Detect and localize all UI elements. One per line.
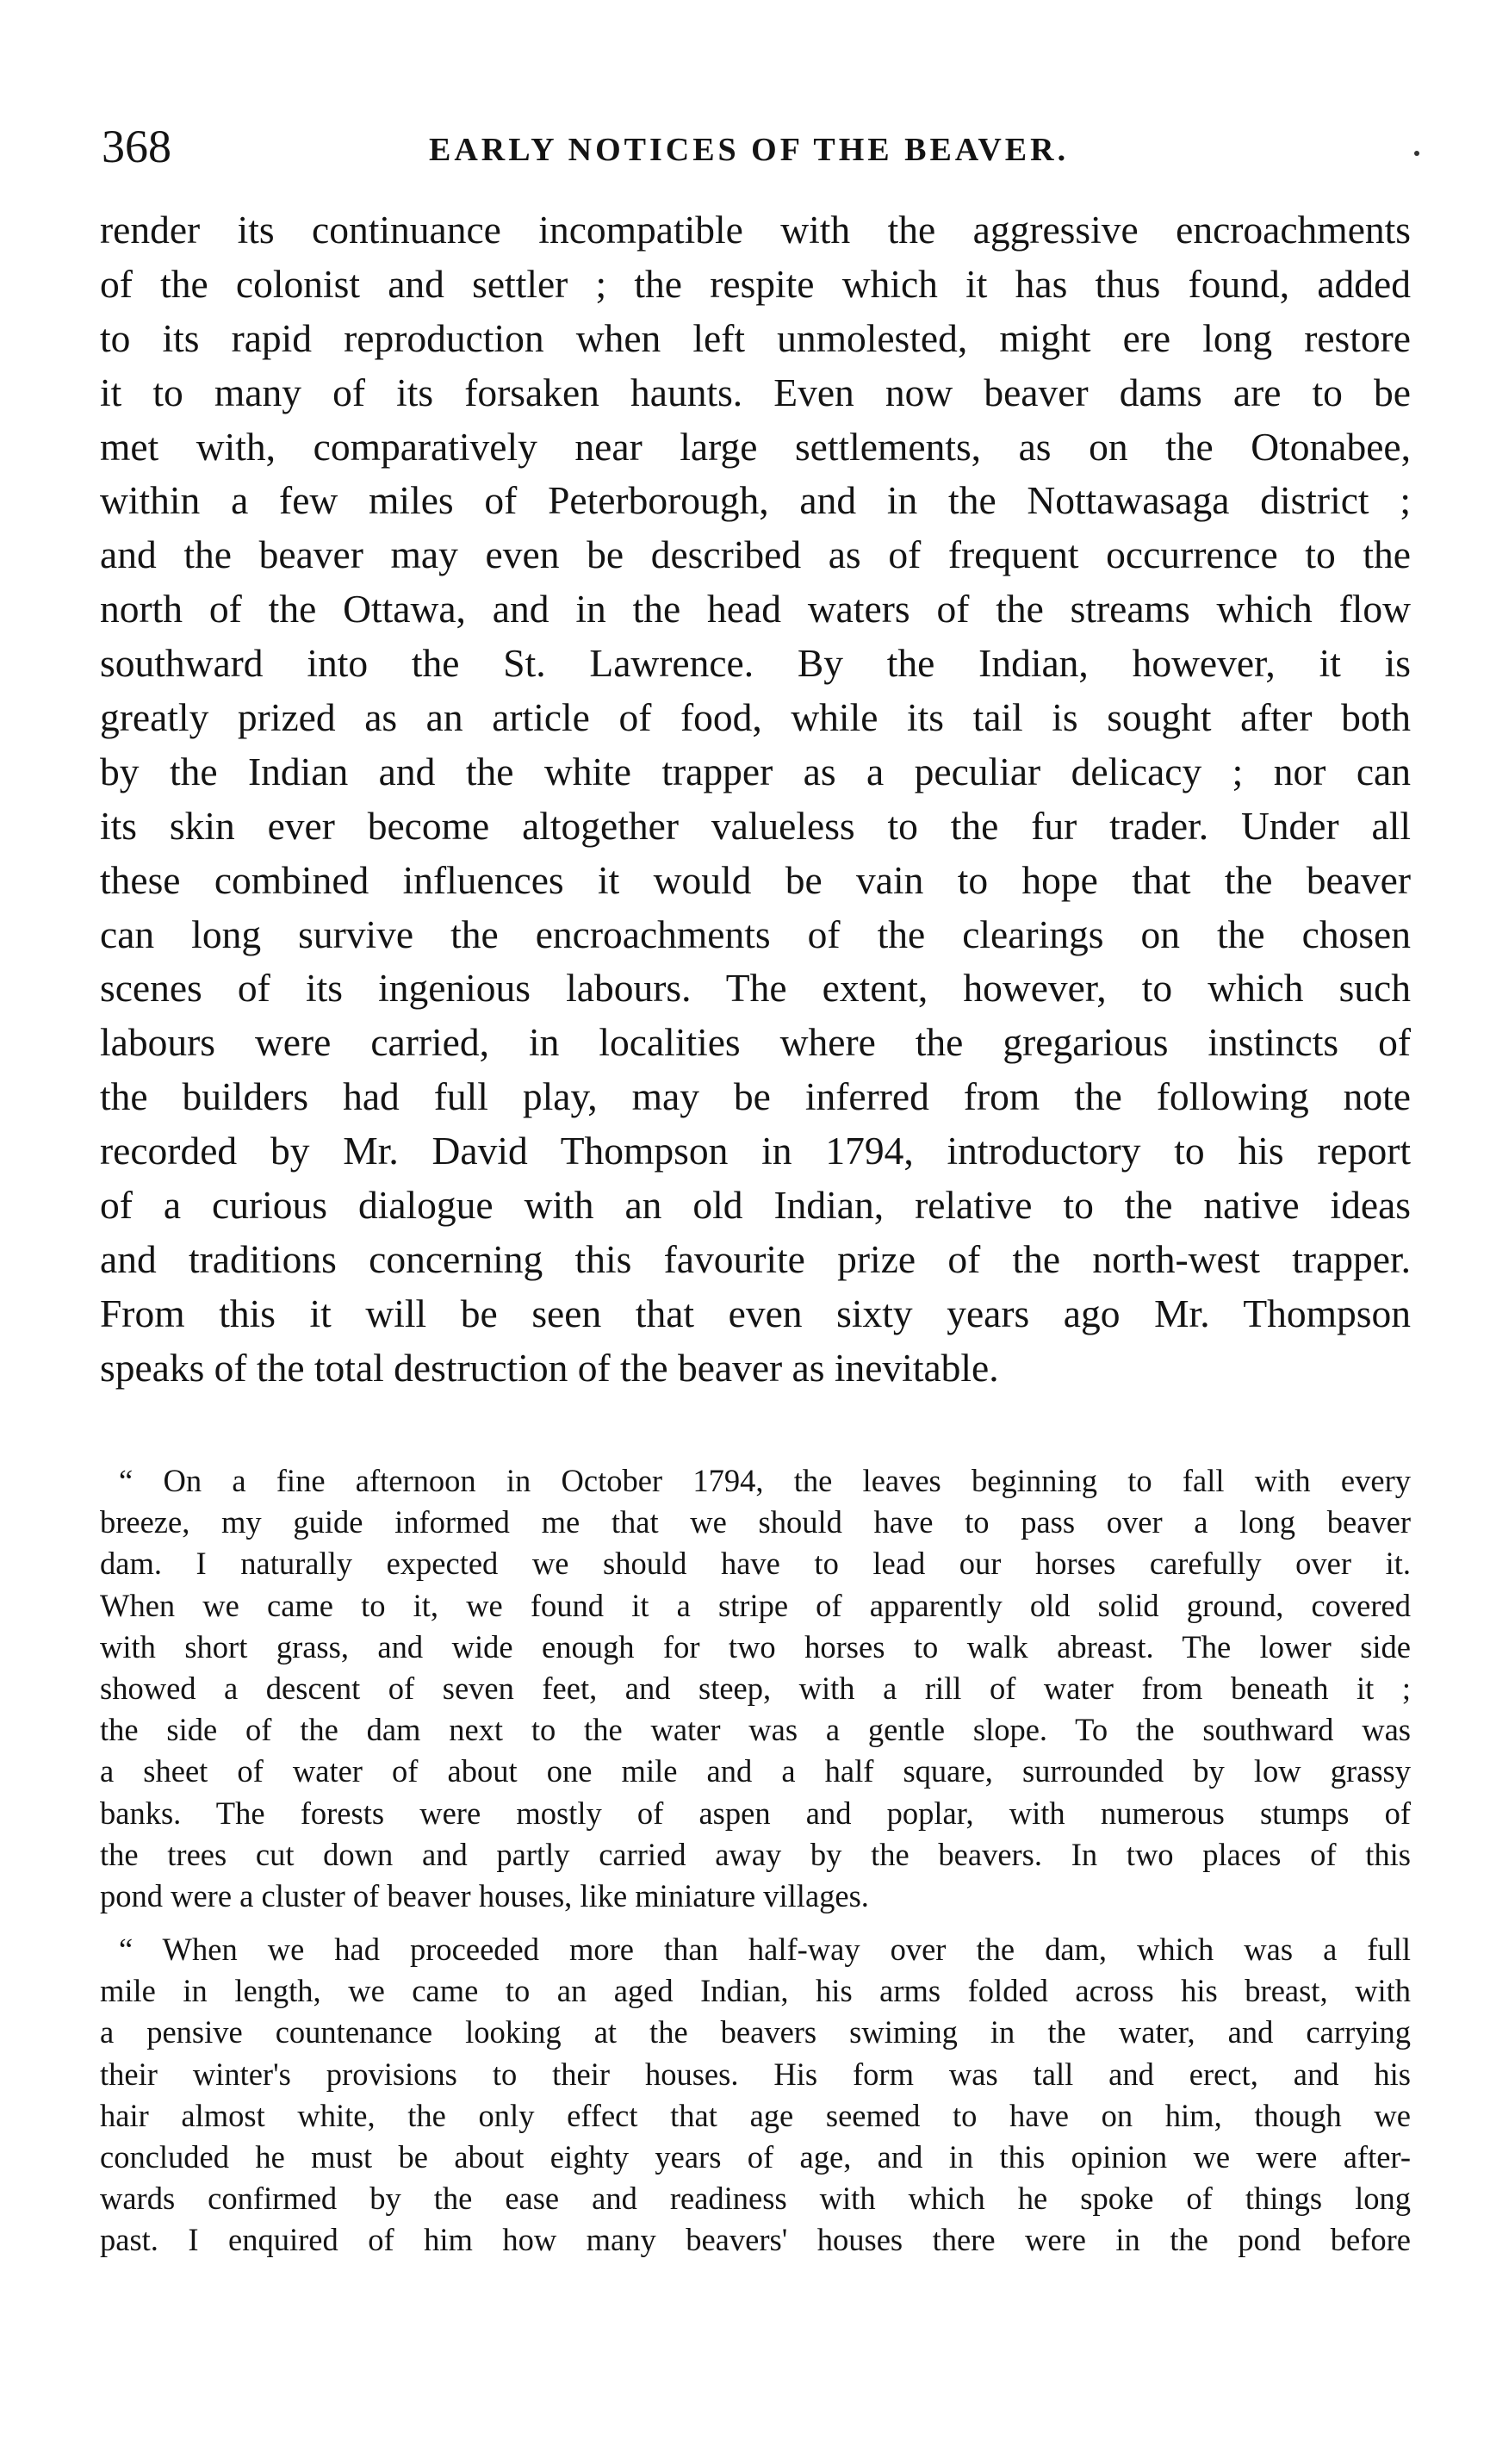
running-head bbox=[102, 119, 1411, 179]
body-line: recorded by Mr. David Thompson in 1794, introductory to his report bbox=[100, 1129, 1411, 1173]
body-line: greatly prized as an article of food, while its tail is sought after both bbox=[100, 695, 1411, 740]
running-title: EARLY NOTICES OF THE BEAVER. bbox=[429, 132, 1070, 168]
page-number: 368 bbox=[102, 121, 171, 172]
body-line: these combined influences it would be vain to hope that the beaver bbox=[100, 857, 1411, 902]
quote-line: with short grass, and wide enough for two horses to walk abreast. The lower side bbox=[100, 1628, 1411, 1664]
body-line: and traditions concerning this favourite prize of the north-west trapper. bbox=[100, 1236, 1411, 1281]
quote-line: a pensive countenance looking at the beavers swiming in the water, and carrying bbox=[100, 2014, 1411, 2050]
quote-line: a sheet of water of about one mile and a half square, surrounded by low grassy bbox=[100, 1753, 1411, 1789]
quote-line: “ On a fine afternoon in October 1794, the leaves beginning to fall with every bbox=[119, 1463, 1411, 1498]
quote-line: breeze, my guide informed me that we should have to pass over a long beaver bbox=[100, 1504, 1411, 1540]
body-line: scenes of its ingenious labours. The extent, however, to which such bbox=[100, 966, 1411, 1011]
quoted-extract bbox=[100, 1460, 1411, 2262]
quote-line: showed a descent of seven feet, and steep, with a rill of water from beneath it ; bbox=[100, 1670, 1411, 1706]
quote-line: mile in length, we came to an aged Indian, his arms folded across his breast, with bbox=[100, 1973, 1411, 2009]
quote-line: concluded he must be about eighty years of age, and in this opinion we were after- bbox=[100, 2139, 1411, 2175]
body-paragraph bbox=[100, 203, 1411, 1396]
quote-line: their winter's provisions to their houses. His form was tall and erect, and his bbox=[100, 2056, 1411, 2092]
body-line: met with, comparatively near large settlements, as on the Otonabee, bbox=[100, 424, 1411, 469]
body-line: can long survive the encroachments of the clearings on the chosen bbox=[100, 912, 1411, 956]
quote-paragraph-2 bbox=[100, 1929, 1411, 2262]
quote-line: the side of the dam next to the water was a gentle slope. To the southward was bbox=[100, 1712, 1411, 1748]
body-line: to its rapid reproduction when left unmolested, might ere long restore bbox=[100, 315, 1411, 360]
quote-line: the trees cut down and partly carried away by the beavers. In two places of this bbox=[100, 1836, 1411, 1872]
quote-line: wards confirmed by the ease and readiness with which he spoke of things long bbox=[100, 2181, 1411, 2217]
body-line: its skin ever become altogether valueless to the fur trader. Under all bbox=[100, 803, 1411, 848]
printer-mark bbox=[1414, 151, 1419, 156]
body-line: within a few miles of Peterborough, and in the Nottawasaga district ; bbox=[100, 478, 1411, 523]
body-line: From this it will be seen that even sixty years ago Mr. Thompson bbox=[100, 1291, 1411, 1335]
body-line: by the Indian and the white trapper as a peculiar delicacy ; nor can bbox=[100, 749, 1411, 793]
quote-line: When we came to it, we found it a stripe of apparently old solid ground, covered bbox=[100, 1587, 1411, 1623]
body-line: southward into the St. Lawrence. By the Indian, however, it is bbox=[100, 641, 1411, 686]
body-line: labours were carried, in localities where the gregarious instincts of bbox=[100, 1020, 1411, 1065]
quote-line: “ When we had proceeded more than half-way over the dam, which was a full bbox=[119, 1932, 1411, 1968]
quote-paragraph-1 bbox=[100, 1460, 1411, 1917]
quote-line: dam. I naturally expected we should have to lead our horses carefully over it. bbox=[100, 1546, 1411, 1582]
body-line: north of the Ottawa, and in the head waters of the streams which flow bbox=[100, 587, 1411, 632]
body-line: of a curious dialogue with an old Indian, relative to the native ideas bbox=[100, 1183, 1411, 1228]
quote-line: banks. The forests were mostly of aspen and poplar, with numerous stumps of bbox=[100, 1795, 1411, 1831]
quote-line: past. I enquired of him how many beavers' houses there were in the pond before bbox=[100, 2222, 1411, 2258]
body-line: render its continuance incompatible with the aggressive encroachments bbox=[100, 208, 1411, 252]
body-line: the builders had full play, may be inferred from the following note bbox=[100, 1074, 1411, 1119]
body-line: and the beaver may even be described as of frequent occurrence to the bbox=[100, 532, 1411, 577]
quote-line: hair almost white, the only effect that age seemed to have on him, though we bbox=[100, 2097, 1411, 2133]
body-line: speaks of the total destruction of the beaver as inevitable. bbox=[100, 1345, 999, 1390]
body-line: of the colonist and settler ; the respite which it has thus found, added bbox=[100, 261, 1411, 306]
quote-line: pond were a cluster of beaver houses, like miniature villages. bbox=[100, 1877, 869, 1913]
body-line: it to many of its forsaken haunts. Even now beaver dams are to be bbox=[100, 370, 1411, 414]
